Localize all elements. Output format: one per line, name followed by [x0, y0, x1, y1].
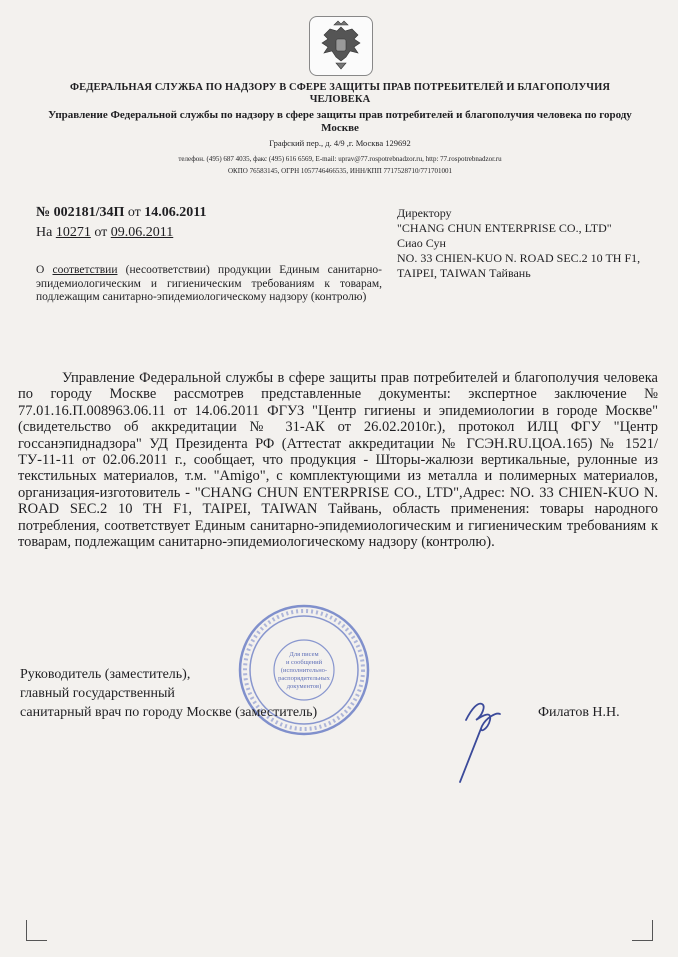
recipient-company: "CHANG CHUN ENTERPRISE CO., LTD" [397, 221, 612, 235]
stamp-text-line: Для писем [289, 651, 319, 658]
subject-prefix: О [36, 264, 53, 276]
recipient-address: NO. 33 CHIEN-KUO N. ROAD SEC.2 10 TH F1, TAIPEI, TAIWAN Тайвань [397, 251, 641, 280]
body-paragraph: Управление Федеральной службы в сфере защиты прав потребителей и благополучия человека по городу Москве рассмотрев представленные документы: экспертное заключение № 77.01.16.П.008963.06.11 от 14.06.2011 ФГУЗ "Центр гигиены и эпидемиологии в городе Москве" (свидетельство об аккредитации № 31-АК от 26.02.2010г.), протокол ИЛЦ ФГУ "Центр госсанэпиднадзора" УД Президента РФ (Аттестат аккредитации № ГСЭН.RU.ЦОА.165) № 1521/ТУ-11-11 от 02.06.2011 г., сообщает, что продукция - Шторы-жалюзи вертикальные, рулонные из текстильных материалов, т.м. "Amigo", с комплектующими из металла и полимерных материалов, организация-изготовитель - "CHANG CHUN ENTERPRISE CO., LTD",Адрес: NO. 33 CHIEN-KUO N. ROAD SEC.2 10 TH F1, TAIPEI, TAIWAN Тайвань, область применения: товары народного потребления, соответствует Единым санитарно-эпидемиологическим и гигиеническим требованиям к товарам, подлежащим санитарно-эпидемиологическому надзору (контролю). [18, 370, 658, 551]
number-label: № [36, 205, 51, 220]
reference-label: На [36, 225, 53, 240]
reference-date-label: от [94, 225, 108, 240]
document-date: 14.06.2011 [144, 205, 207, 220]
document-number-line [36, 205, 207, 221]
corner-mark-left [26, 920, 47, 941]
date-label: от [127, 205, 141, 220]
subject [36, 264, 382, 305]
subject-keyword: соответствии [52, 264, 118, 276]
recipient-block [397, 206, 647, 281]
letter-body [18, 370, 658, 550]
reference-line [36, 225, 173, 241]
document-number: 002181/34П [53, 205, 125, 220]
subject-rest: (несоответствии) продукции Единым санитарно-эпидемиологическим и гигиеническим требованиям к товарам, подлежащим санитарно-эпидемиологическому надзору (контролю) [36, 264, 382, 303]
reference-number: 10271 [55, 225, 91, 240]
handwritten-signature [452, 690, 512, 786]
signatory-line-3: санитарный врач по городу Москве (заместитель) [20, 705, 318, 720]
reference-date: 09.06.2011 [110, 225, 174, 240]
signatory-block [20, 665, 400, 722]
recipient-person: Сиао Сун [397, 236, 446, 250]
recipient-title: Директору [397, 206, 452, 220]
stamp-text-line: документов) [286, 683, 322, 690]
department-title: Управление Федеральной службы по надзору в сфере защиты прав потребителей и благополучия человека по городу Москве [48, 109, 632, 134]
signatory-name: Филатов Н.Н. [538, 705, 620, 720]
corner-mark-right [632, 920, 653, 941]
agency-address: Графский пер., д. 4/9 ,г. Москва 129692 [269, 138, 411, 148]
agency-contacts: телефон. (495) 687 4035, факс (495) 616 6569, E-mail: uprav@77.rospotrebnadzor.ru, http: 77.rospotrebnadzor.ru [178, 155, 502, 163]
signatory-line-1: Руководитель (заместитель), [20, 667, 191, 682]
signatory-line-2: главный государственный [20, 686, 175, 701]
agency-codes: ОКПО 76583145, ОГРН 1057746466535, ИНН/КПП 7717528710/771701001 [228, 167, 452, 175]
coat-of-arms-emblem [309, 16, 373, 76]
stamp-text-line: распорядительных [278, 675, 330, 682]
agency-title: ФЕДЕРАЛЬНАЯ СЛУЖБА ПО НАДЗОРУ В СФЕРЕ ЗАЩИТЫ ПРАВ ПОТРЕБИТЕЛЕЙ И БЛАГОПОЛУЧИЯ ЧЕЛОВЕКА [69, 82, 611, 105]
stamp-text-line: и сообщений [285, 659, 323, 666]
stamp-text-line: (исполнительно- [280, 667, 328, 674]
